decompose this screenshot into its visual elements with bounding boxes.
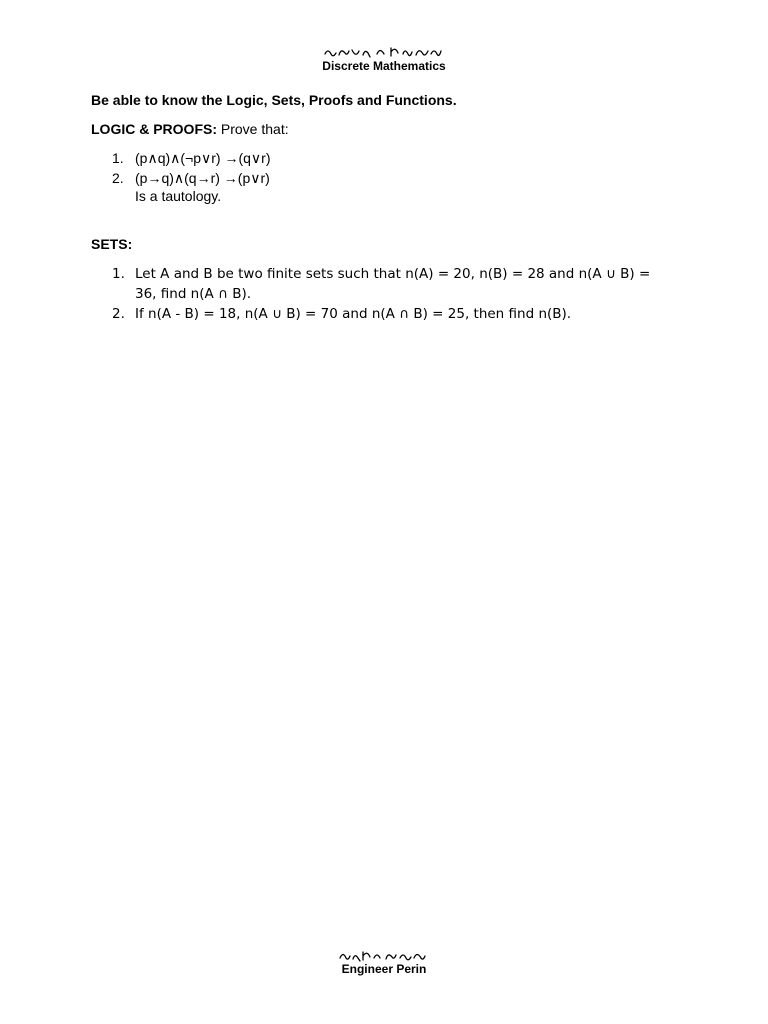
list-item-number: 1. bbox=[112, 266, 125, 282]
intro-statement: Be able to know the Logic, Sets, Proofs and Functions. bbox=[91, 92, 457, 108]
logic-section-heading bbox=[91, 121, 289, 137]
list-item-text: (p→q)∧(q→r) →(p∨r) bbox=[135, 170, 270, 186]
list-item-number: 2. bbox=[112, 170, 124, 186]
list-item bbox=[112, 148, 271, 168]
list-item bbox=[112, 264, 652, 304]
logic-heading-label: LOGIC & PROOFS: bbox=[91, 121, 217, 137]
list-item-text: (p∧q)∧(¬p∨r) →(q∨r) bbox=[135, 150, 271, 166]
sets-problem-list bbox=[112, 264, 652, 324]
author-name: Engineer Perin bbox=[341, 962, 427, 976]
logic-problem-list bbox=[112, 148, 271, 188]
list-item-number: 2. bbox=[112, 306, 125, 322]
logic-subheading: Prove that: bbox=[217, 121, 289, 137]
document-title: Discrete Mathematics bbox=[322, 59, 446, 73]
list-item-number: 1. bbox=[112, 150, 124, 166]
list-item-text: If n(A - B) = 18, n(A ∪ B) = 70 and n(A ∩ B) = 25, then find n(B). bbox=[135, 306, 572, 322]
list-item-text: Let A and B be two finite sets such that n(A) = 20, n(B) = 28 and n(A ∪ B) = 36, find n(A ∩ B). bbox=[135, 266, 651, 302]
list-item bbox=[112, 304, 652, 324]
tautology-note: Is a tautology. bbox=[135, 188, 222, 204]
list-item bbox=[112, 168, 271, 188]
sets-section-heading: SETS: bbox=[91, 236, 133, 252]
